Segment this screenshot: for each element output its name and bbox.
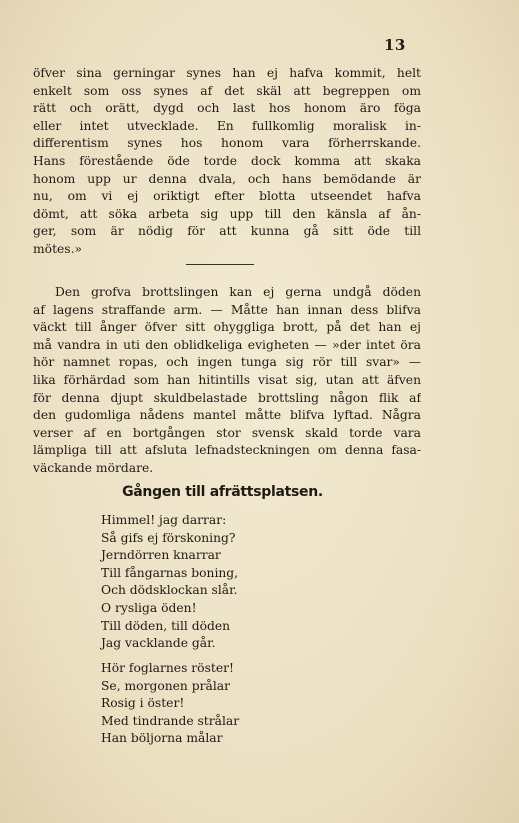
poem-line: Rosig i öster! — [101, 696, 185, 711]
paragraph-line: lämpliga till att afsluta lefnadsteckningen om denna fasa- — [33, 443, 421, 458]
paragraph-line: af lagens straffande arm. — Måtte han innan dess blifva — [33, 302, 421, 317]
paragraph-line: rätt och orätt, dygd och last hos honom äro föga — [33, 101, 421, 116]
paragraph-line: honom upp ur denna dvala, och hans bemödande är — [33, 171, 421, 186]
poem-stanza-2 — [101, 660, 239, 748]
paragraph-line: lika förhärdad som han hitintills visat sig, utan att äfven — [33, 372, 421, 387]
paragraph-line: enkelt som oss synes af det skäl att begreppen om — [33, 83, 421, 98]
paragraph-line: ger, som är nödig för att kunna gå sitt öde till — [33, 224, 421, 239]
poem-line: Och dödsklockan slår. — [101, 583, 238, 598]
paragraph-line: mötes.» — [33, 241, 83, 256]
paragraph-line: väckande mördare. — [33, 460, 154, 475]
poem-line: Jerndörren knarrar — [101, 548, 221, 563]
poem-line: O rysliga öden! — [101, 600, 197, 615]
poem-title: Gången till afrättsplatsen. — [122, 484, 323, 500]
poem-line: Till döden, till döden — [101, 618, 231, 633]
paragraph-line: verser af en bortgången stor svensk skald torde vara — [33, 425, 421, 440]
paragraph-line: differentism synes hos honom vara förherrskande. — [33, 136, 421, 151]
poem-stanza-1 — [101, 512, 238, 653]
page-number: 13 — [384, 36, 406, 54]
paragraph-line: må vandra in uti den oblidkeliga evigheten — »der intet öra — [33, 337, 421, 352]
paragraph-line: Den grofva brottslingen kan ej gerna undgå döden — [55, 285, 421, 299]
paragraph-line: hör namnet ropas, och ingen tunga sig rör till svar» — — [33, 355, 421, 370]
paragraph-line: för denna djupt skuldbelastade brottsling någon flik af — [33, 390, 421, 405]
paragraph-1 — [33, 65, 421, 259]
poem-line: Se, morgonen prålar — [101, 678, 230, 693]
poem-line: Han böljorna målar — [101, 731, 223, 746]
paragraph-line: nu, om vi ej oriktigt efter blotta utseendet hafva — [33, 189, 421, 204]
section-divider — [186, 264, 254, 265]
paragraph-line: Hans förestående öde torde dock komma att skaka — [33, 153, 421, 168]
poem-line: Till fångarnas boning, — [101, 565, 239, 580]
poem-line: Himmel! jag darrar: — [101, 513, 227, 527]
paragraph-line: öfver sina gerningar synes han ej hafva kommit, helt — [33, 66, 421, 80]
poem-line: Jag vacklande går. — [101, 636, 216, 651]
paragraph-2 — [33, 284, 421, 478]
poem-line: Med tindrande strålar — [101, 713, 240, 728]
paragraph-line: dömt, att söka arbeta sig upp till den känsla af ån- — [33, 206, 421, 221]
paragraph-line: väckt till ånger öfver sitt ohyggliga brott, på det han ej — [33, 320, 421, 335]
poem-line: Så gifs ej förskoning? — [101, 530, 236, 545]
paragraph-line: eller intet utvecklade. En fullkomlig moralisk in- — [33, 118, 421, 133]
poem-line: Hör foglarnes röster! — [101, 661, 234, 675]
paragraph-line: den gudomliga nådens mantel måtte blifva lyftad. Några — [33, 408, 421, 423]
